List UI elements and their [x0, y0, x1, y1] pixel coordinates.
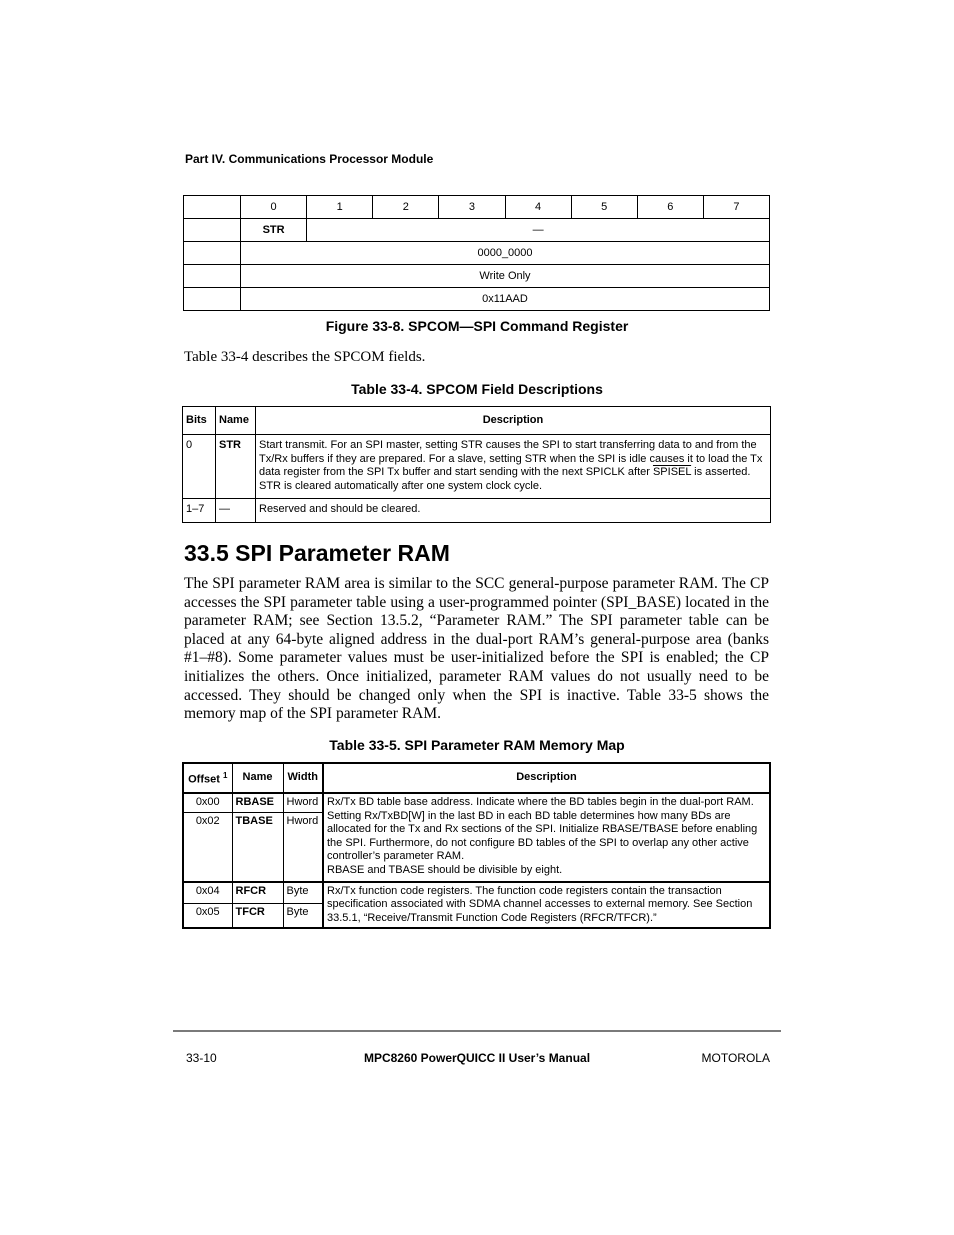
body-paragraph: The SPI parameter RAM area is similar to the SCC general-purpose parameter RAM. The CP accesses the SPI parameter table using a user-programmed pointer (SPI_BASE) located in the parameter RAM; see Section 13.5.2, “Parameter RAM.” The SPI parameter table can be placed at any 64-byte aligned address in the dual-port RAM’s general-purpose area (banks #1–#8). Some parameter values must be user-initialized before the SPI is enabled; the CP initializes the others. Once initialized, parameter RAM values do not usually need to be accessed. They should be changed only when the SPI is inactive. Table 33-5 shows the memory map of the SPI parameter RAM. — [184, 575, 769, 723]
field-reserved: — — [307, 219, 770, 242]
column-header-bits: Bits — [183, 407, 216, 435]
bits-cell: 1–7 — [183, 499, 216, 523]
width-cell: Hword — [283, 793, 323, 812]
description-cell: Rx/Tx function code registers. The function code registers contain the transaction specification associated with SDMA channel accesses to external memory. See Section 33.5.1, “Receive/Transmit Function Code Registers (RFCR/TFCR).” — [323, 882, 770, 929]
bit-number: 4 — [505, 196, 571, 219]
offset-cell: 0x00 — [183, 793, 232, 812]
field-row — [184, 219, 770, 242]
bit-number: 6 — [637, 196, 703, 219]
column-header-offset — [183, 763, 232, 793]
width-cell: Byte — [283, 882, 323, 904]
field-str: STR — [241, 219, 307, 242]
description-text: Start transmit. For an SPI master, setting STR causes the SPI to start transferring data to and from the Tx/Rx buffers if they are prepared. For a slave, setting STR when the SPI is idle causes it to load the Tx data register from the SPI Tx buffer and start sending with the next SPICLK after — [259, 439, 763, 478]
row-label-cell — [184, 288, 241, 311]
row-label-cell — [184, 196, 241, 219]
running-header: Part IV. Communications Processor Module — [185, 152, 434, 166]
bit-number: 1 — [307, 196, 373, 219]
column-header-name: Name — [232, 763, 283, 793]
spisel-signal: SPISEL — [652, 466, 692, 478]
description-text: is asserted. STR is cleared automatically after one system clock cycle. — [259, 466, 751, 492]
reset-row — [184, 242, 770, 265]
offset-cell: 0x04 — [183, 882, 232, 904]
bit-number-row — [184, 196, 770, 219]
table-row — [183, 882, 770, 904]
table-header-row — [183, 407, 771, 435]
width-cell: Byte — [283, 904, 323, 929]
bit-number: 2 — [373, 196, 439, 219]
name-cell: RFCR — [232, 882, 283, 904]
section-heading: 33.5 SPI Parameter RAM — [184, 540, 450, 566]
footnote-marker: 1 — [222, 770, 228, 780]
offset-cell: 0x05 — [183, 904, 232, 929]
manual-title: MPC8260 PowerQUICC II User’s Manual — [363, 1051, 591, 1065]
table-row — [183, 499, 771, 523]
table-row — [183, 435, 771, 499]
table-row — [183, 793, 770, 812]
row-label-cell — [184, 265, 241, 288]
bit-number: 0 — [241, 196, 307, 219]
address-value: 0x11AAD — [241, 288, 770, 311]
column-header-description: Description — [256, 407, 771, 435]
row-label-cell — [184, 219, 241, 242]
table-header-row — [183, 763, 770, 793]
bit-number: 5 — [571, 196, 637, 219]
description-cell: Reserved and should be cleared. — [256, 499, 771, 523]
table5-caption: Table 33-5. SPI Parameter RAM Memory Map — [329, 737, 625, 753]
footer-rule — [173, 1030, 781, 1032]
name-cell: TFCR — [232, 904, 283, 929]
description-text: Rx/Tx BD table base address. Indicate where the BD tables begin in the dual-port RAM. Setting Rx/TxBD[W] in the last BD in each BD table determines how many BDs are allocated for the Tx and Rx sections of the SPI. Initialize RBASE/TBASE before enabling the SPI. Furthermore, do not configure BD tables of the SPI to overlap any other active controller’s parameter RAM. — [327, 796, 758, 863]
figure-caption: Figure 33-8. SPCOM—SPI Command Register — [325, 318, 629, 334]
memory-map-table — [182, 762, 771, 929]
bits-cell: 0 — [183, 435, 216, 499]
access-row — [184, 265, 770, 288]
offset-label: Offset — [188, 773, 220, 786]
access-value: Write Only — [241, 265, 770, 288]
column-header-width: Width — [283, 763, 323, 793]
page-number: 33-10 — [186, 1051, 217, 1065]
description-cell — [256, 435, 771, 499]
reset-value: 0000_0000 — [241, 242, 770, 265]
bit-number: 7 — [703, 196, 769, 219]
field-description-table — [182, 406, 771, 523]
intro-sentence: Table 33-4 describes the SPCOM fields. — [184, 349, 426, 365]
row-label-cell — [184, 242, 241, 265]
bit-number: 3 — [439, 196, 505, 219]
description-text: RBASE and TBASE should be divisible by eight. — [327, 863, 563, 876]
name-cell: TBASE — [232, 812, 283, 882]
publisher-name: MOTOROLA — [701, 1051, 770, 1065]
column-header-description: Description — [323, 763, 770, 793]
description-cell — [323, 793, 770, 882]
offset-cell: 0x02 — [183, 812, 232, 882]
table4-caption: Table 33-4. SPCOM Field Descriptions — [351, 381, 603, 397]
name-cell: RBASE — [232, 793, 283, 812]
register-diagram — [183, 195, 770, 311]
name-cell: — — [216, 499, 256, 523]
name-cell: STR — [216, 435, 256, 499]
width-cell: Hword — [283, 812, 323, 882]
column-header-name: Name — [216, 407, 256, 435]
address-row — [184, 288, 770, 311]
